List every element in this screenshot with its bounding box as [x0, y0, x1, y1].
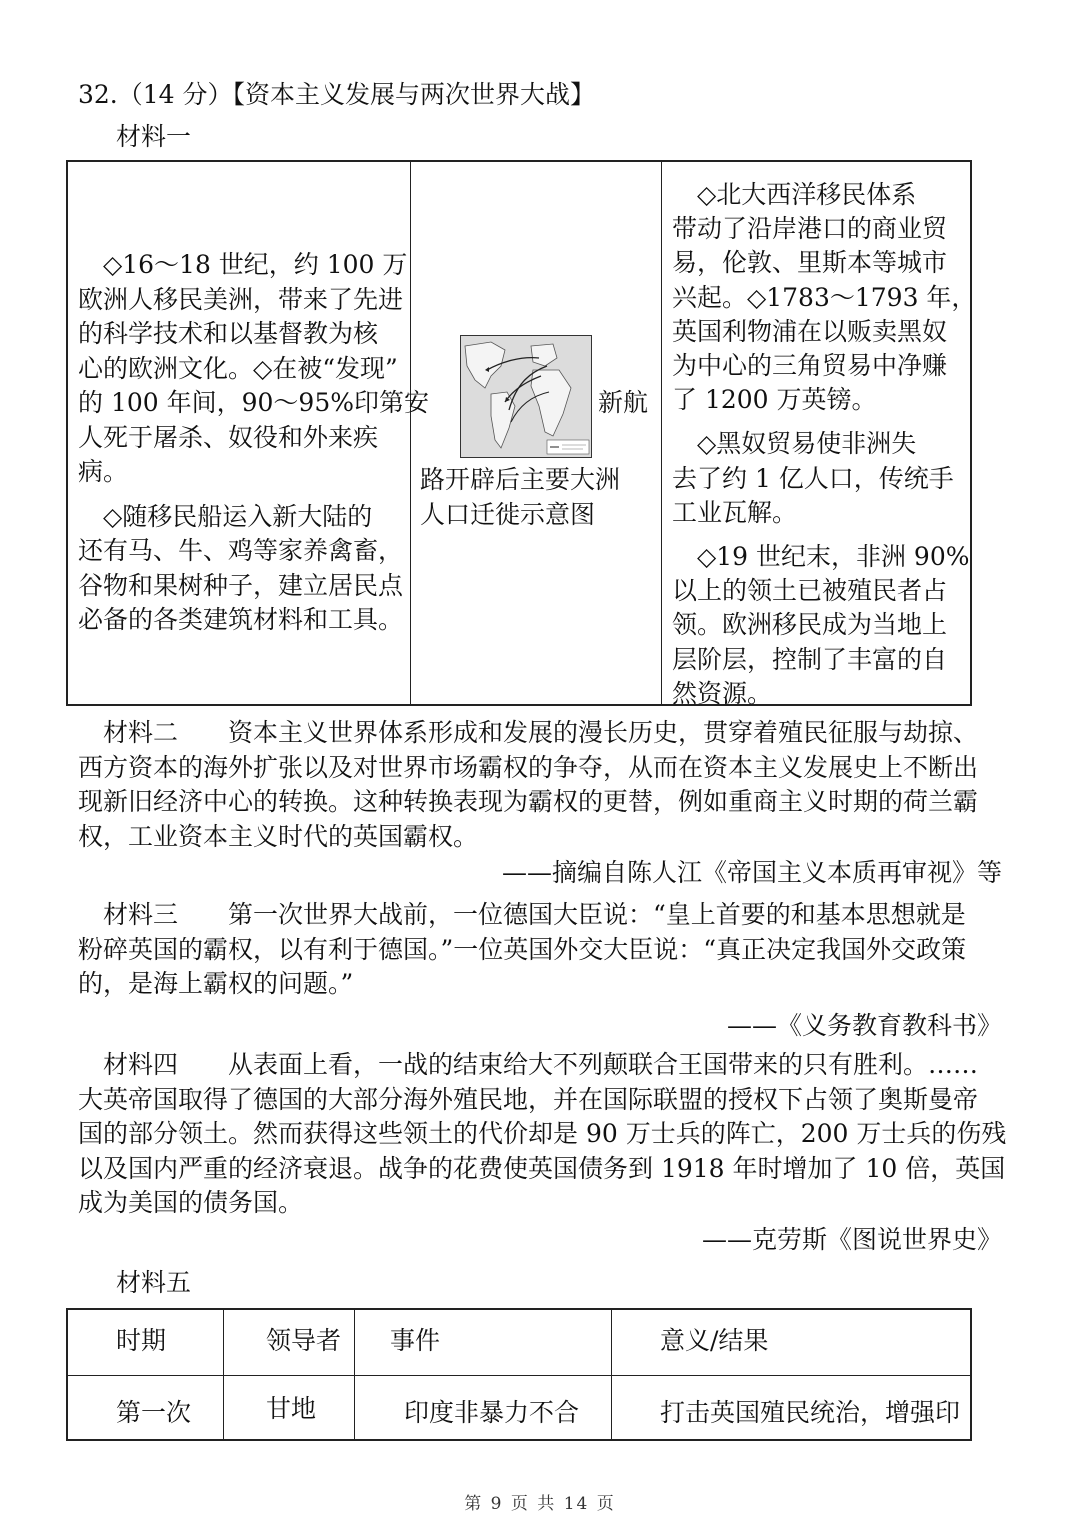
- cell-period: 第一次: [116, 1398, 192, 1427]
- text-line: 材料四 从表面上看，一战的结束给大不列颠联合王国带来的只有胜利。……: [78, 1050, 979, 1079]
- world-map-icon: [461, 336, 592, 458]
- text-line: 权，工业资本主义时代的英国霸权。: [78, 821, 479, 851]
- text-line: 领。欧洲移民成为当地上: [672, 610, 948, 640]
- text-line: 的 100 年间，90～95%印第安: [78, 388, 429, 417]
- cell-leader: 甘地: [266, 1394, 317, 1423]
- text-line: 材料二 资本主义世界体系形成和发展的漫长历史，贯穿着殖民征服与劫掠、: [78, 718, 979, 747]
- table-divider: [68, 1375, 970, 1376]
- text-line: 还有马、牛、鸡等家养禽畜，: [78, 536, 404, 565]
- text-line: 以上的领土已被殖民者占: [672, 576, 948, 606]
- cell-event: 印度非暴力不合: [404, 1398, 580, 1427]
- text-line: 材料三 第一次世界大战前，一位德国大臣说：“皇上首要的和基本思想就是: [78, 900, 966, 929]
- header-leader: 领导者: [266, 1326, 342, 1355]
- map-caption-inline: 新航: [598, 388, 649, 417]
- question-heading: 32.（14 分）【资本主义发展与两次世界大战】: [78, 80, 596, 109]
- text-line: 为中心的三角贸易中净赚: [672, 351, 948, 380]
- text-line: ◇19 世纪末，非洲 90%: [672, 542, 970, 571]
- material4-source: ——克劳斯《图说世界史》: [701, 1225, 1002, 1254]
- text-line: 人口迁徙示意图: [420, 499, 596, 529]
- text-line: 的，是海上霸权的问题。”: [78, 969, 354, 998]
- text-line: 以及国内严重的经济衰退。战争的花费使英国债务到 1918 年时增加了 10 倍，英国: [78, 1153, 1006, 1183]
- material3-source: ——《义务教育教科书》: [726, 1011, 1002, 1040]
- text-line: 成为美国的债务国。: [78, 1188, 304, 1217]
- text-line: 西方资本的海外扩张以及对世界市场霸权的争夺，从而在资本主义发展史上不断出: [78, 752, 979, 782]
- text-line: 易，伦敦、里斯本等城市: [672, 248, 948, 278]
- migration-map-image: [460, 335, 592, 458]
- text-line: 层阶层，控制了丰富的自: [672, 644, 948, 674]
- text-line: 必备的各类建筑材料和工具。: [78, 605, 404, 634]
- text-line: ◇北大西洋移民体系: [672, 180, 917, 209]
- material1-label: 材料一: [116, 122, 192, 151]
- text-line: 然资源。: [672, 678, 773, 708]
- text-line: 心的欧洲文化。◇在被“发现”: [78, 353, 398, 383]
- cell-significance: 打击英国殖民统治，增强印: [660, 1398, 961, 1427]
- header-period: 时期: [116, 1326, 167, 1355]
- text-line: 粉碎英国的霸权，以有利于德国。”一位英国外交大臣说：“真正决定我国外交政策: [78, 934, 967, 964]
- text-line: 人死于屠杀、奴役和外来疾: [78, 422, 379, 452]
- text-line: 英国利物浦在以贩卖黑奴: [672, 316, 948, 346]
- header-event: 事件: [390, 1326, 441, 1355]
- text-line: 欧洲人移民美洲，带来了先进: [78, 284, 404, 314]
- material5-label: 材料五: [116, 1268, 192, 1297]
- text-line: ◇黑奴贸易使非洲失: [672, 429, 917, 459]
- text-line: 工业瓦解。: [672, 497, 798, 527]
- text-line: 路开辟后主要大洲: [420, 465, 621, 494]
- table-divider: [410, 162, 411, 704]
- material5-table: [66, 1308, 972, 1441]
- text-line: 现新旧经济中心的转换。这种转换表现为霸权的更替，例如重商主义时期的荷兰霸: [78, 787, 979, 816]
- text-line: 带动了沿岸港口的商业贸: [672, 214, 948, 244]
- table-divider: [661, 162, 662, 704]
- text-line: 大英帝国取得了德国的大部分海外殖民地，并在国际联盟的授权下占领了奥斯曼帝: [78, 1084, 979, 1114]
- text-line: 的科学技术和以基督教为核: [78, 319, 379, 348]
- header-significance: 意义/结果: [660, 1326, 769, 1355]
- text-line: 国的部分领土。然而获得这些领土的代价却是 90 万士兵的阵亡，200 万士兵的伤残: [78, 1119, 1007, 1148]
- text-line: 去了约 1 亿人口，传统手: [672, 463, 954, 493]
- text-line: 兴起。◇1783～1793 年，: [672, 282, 977, 312]
- text-line: ◇16～18 世纪，约 100 万: [78, 250, 408, 279]
- text-line: 了 1200 万英镑。: [672, 385, 877, 415]
- page-number: 第 9 页 共 14 页: [464, 1494, 616, 1514]
- text-line: ◇随移民船运入新大陆的: [78, 501, 373, 531]
- text-line: 病。: [78, 457, 129, 486]
- text-line: 谷物和果树种子，建立居民点: [78, 570, 404, 600]
- material2-source: ——摘编自陈人江《帝国主义本质再审视》等: [501, 858, 1002, 887]
